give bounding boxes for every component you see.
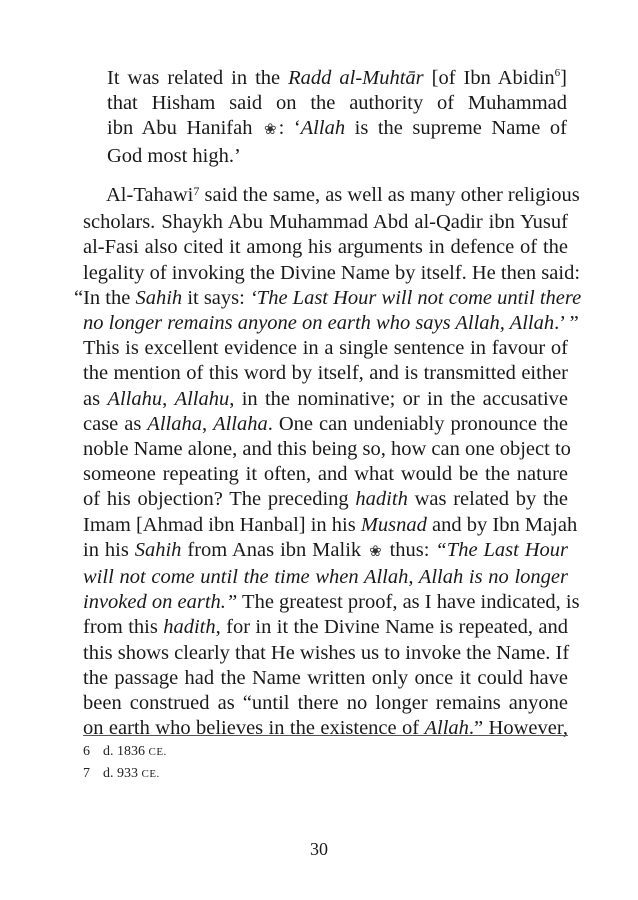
body-line: this shows clearly that He wishes us to invoke the Name. If: [83, 641, 570, 664]
text-run: on earth who believes in the existence of: [83, 717, 425, 740]
text-run: ,: [201, 412, 214, 435]
quote-line: that Hisham said on the authority of Muhammad: [107, 92, 567, 115]
footnote-era: CE.: [148, 746, 167, 758]
body-line: [74, 286, 582, 311]
italic-quote: ‘The Last Hour will not come until there: [249, 286, 582, 309]
text-run: It was related in the: [107, 67, 289, 89]
body-line: This is excellent evidence in a single sentence in favour of: [83, 337, 568, 360]
italic-quote: invoked on earth.”: [83, 591, 238, 614]
body-line: [83, 716, 568, 741]
body-line: legality of invoking the Divine Name by itself. He then said:: [83, 261, 581, 284]
body-line: [83, 565, 568, 590]
footnote-number: 6: [83, 744, 90, 759]
body-line: [83, 487, 568, 512]
footnote-ref-6[interactable]: 6: [554, 67, 561, 80]
text-run: , for in it the Divine Name is repeated, and: [215, 616, 569, 639]
text-run: and by Ibn Majah: [426, 513, 578, 536]
body-line: [83, 538, 568, 565]
text-run: . One can undeniably pronounce the: [267, 412, 568, 435]
italic-term: hadith: [355, 488, 408, 511]
text-run: said the same, as well as many other religious: [199, 184, 580, 206]
quote-line: [107, 66, 567, 91]
text-run: Imam [Ahmad ibn Hanbal] in his: [83, 513, 361, 536]
italic-quote: “The Last Hour: [435, 538, 569, 561]
quote-line: God most high.’: [107, 144, 241, 167]
text-run: : ‘: [278, 117, 301, 140]
quote-line: [107, 116, 567, 143]
text-run: in his: [83, 538, 135, 561]
text-run: .’ ”: [554, 312, 579, 335]
italic-term: Allaha: [147, 412, 202, 435]
italic-term: Musnad: [360, 513, 427, 536]
italic-term: Sahih: [134, 538, 182, 561]
italic-term: Allah: [424, 717, 469, 740]
body-line: [83, 412, 568, 437]
italic-term: Allahu: [107, 387, 163, 410]
text-run: The greatest proof, as I have indicated, is: [237, 591, 580, 614]
text-run: .” However,: [468, 717, 568, 740]
body-line: [83, 387, 568, 412]
footnotes: [83, 741, 568, 785]
body-paragraph: [74, 183, 582, 741]
italic-term: Allaha: [213, 412, 268, 435]
italic-quote: will not come until the time when Allah, Allah is no longer: [83, 566, 568, 589]
body-line: scholars. Shaykh Abu Muhammad Abd al-Qadir ibn Yusuf: [83, 211, 568, 234]
body-line: [83, 615, 568, 640]
footnote-divider: [83, 735, 568, 736]
body-line: noble Name alone, and this being so, how can one object to: [83, 438, 571, 461]
text-run: as: [83, 387, 108, 410]
footnote-6: [83, 741, 568, 763]
body-line: been construed as “until there no longer remains anyone: [83, 692, 568, 715]
italic-term: Allah: [300, 117, 346, 140]
honorific-glyph-icon: ❀: [369, 543, 382, 560]
text-run: from Anas ibn Malik: [181, 538, 368, 561]
book-title: Radd al-Muhtār: [288, 67, 424, 89]
page-number: 30: [310, 839, 328, 859]
footnote-7: [83, 763, 568, 785]
body-line: someone repeating it often, and what would be the nature: [83, 463, 568, 486]
footnote-text: d. 933: [103, 766, 142, 781]
text-run: , in the nominative; or in the accusative: [229, 387, 569, 410]
text-run: case as: [83, 412, 148, 435]
italic-term: Allahu: [174, 387, 230, 410]
text-run: from this: [83, 616, 164, 639]
footnote-ref-7[interactable]: 7: [193, 184, 200, 198]
body-line: the passage had the Name written only once it could have: [83, 666, 568, 689]
text-run: [of Ibn Abidin: [423, 67, 555, 89]
text-run: is the supreme Name of: [345, 117, 567, 140]
text-run: it says:: [182, 286, 250, 309]
honorific-glyph-icon: ❀: [264, 122, 277, 139]
body-line: [83, 183, 580, 210]
text-run: “In the: [74, 286, 136, 309]
text-run: ibn Abu Hanifah: [107, 117, 263, 140]
text-run: of his objection? The preceding: [83, 488, 356, 511]
body-line: the mention of this word by itself, and is transmitted either: [83, 362, 568, 385]
body-line: [83, 311, 579, 336]
text-run: was related by the: [407, 488, 568, 511]
text-run: ]: [560, 67, 567, 89]
footnote-text: d. 1836: [103, 744, 149, 759]
text-run: ,: [162, 387, 175, 410]
block-quote: [107, 66, 567, 169]
italic-term: hadith: [163, 616, 216, 639]
body-line: [83, 590, 580, 615]
footnote-era: CE.: [141, 768, 160, 780]
text-run: Al-Tahawi: [106, 184, 194, 206]
italic-term: Sahih: [135, 286, 183, 309]
body-line: [83, 513, 578, 538]
text-run: thus:: [383, 538, 436, 561]
body-line: al-Fasi also cited it among his arguments in defence of the: [83, 236, 568, 259]
footnote-number: 7: [83, 766, 90, 781]
italic-quote: no longer remains anyone on earth who says Allah, Allah: [83, 312, 555, 335]
